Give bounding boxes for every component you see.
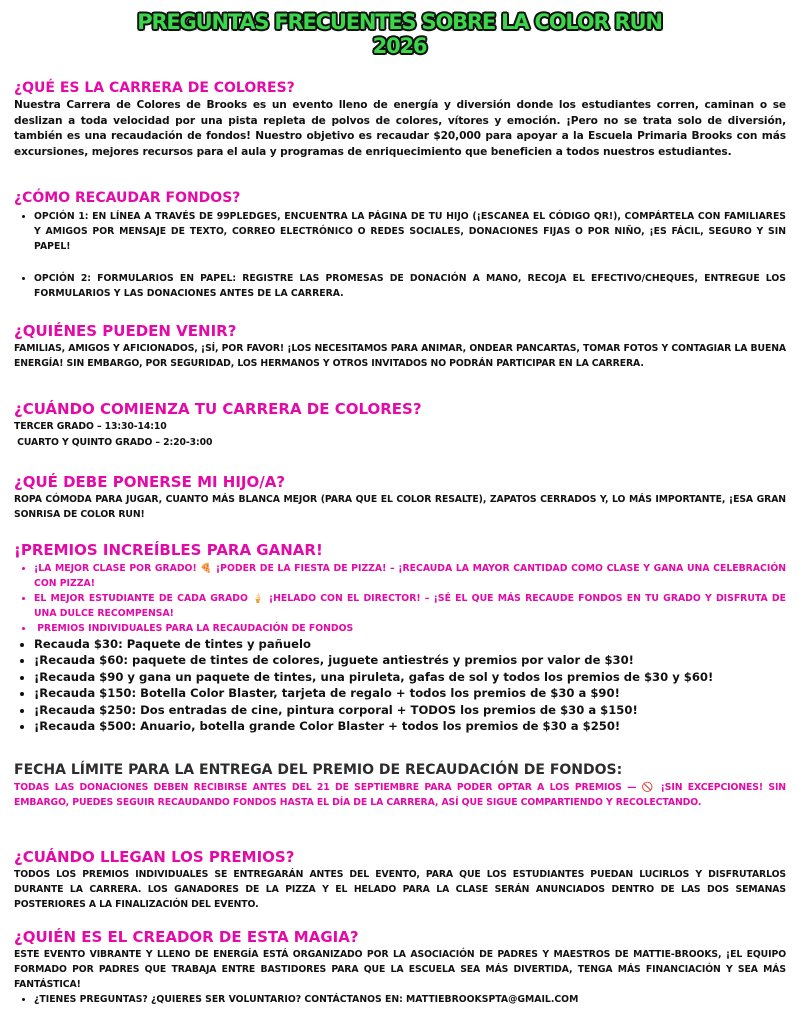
section-heading: ¿QUIÉNES PUEDEN VENIR? (14, 322, 237, 340)
options-list (14, 209, 786, 254)
section-what-is (14, 80, 786, 160)
schedule-line: CUARTO Y QUINTO GRADO – 2:20-3:00 (14, 437, 213, 448)
page-title (0, 10, 799, 58)
section-how-to-fundraise (14, 190, 786, 301)
section-body: TODAS LAS DONACIONES DEBEN RECIBIRSE ANTES DEL 21 DE SEPTIEMBRE PARA PODER OPTAR A LOS PREMIOS — 🚫 ¡SIN EXCEPCIONES! SIN EMBARGO, PUEDES SEGUIR RECAUDANDO FONDOS HASTA EL DÍA DE LA CARRERA, ASÍ QUE SIGUE COMPARTIENDO Y RECOLECTANDO. (14, 782, 786, 808)
section-who-can-come (14, 323, 786, 371)
section-deadline (14, 762, 786, 810)
section-when-prizes (14, 849, 786, 912)
section-what-to-wear (14, 474, 786, 522)
list-item: • EL MEJOR ESTUDIANTE DE CADA GRADO 🍦 ¡HELADO CON EL DIRECTOR! – ¡SÉ EL QUE MÁS RECAUDE FONDOS EN TU GRADO Y DISFRUTA DE UNA DULCE RECOMPENSA! (34, 591, 786, 621)
prize-item: • ¡Recauda $90 y gana un paquete de tintes, una piruleta, gafas de sol y todos los premios de $30 y $60! (34, 669, 786, 685)
section-heading: ¿CUÁNDO COMIENZA TU CARRERA DE COLORES? (14, 400, 422, 418)
contact-list (14, 992, 786, 1007)
list-item: • PREMIOS INDIVIDUALES PARA LA RECAUDACIÓN DE FONDOS (34, 621, 786, 636)
section-schedule (14, 401, 786, 450)
section-body: FAMILIAS, AMIGOS Y AFICIONADOS, ¡SÍ, POR FAVOR! ¡LOS NECESITAMOS PARA ANIMAR, ONDEAR PANCARTAS, TOMAR FOTOS Y CONTAGIAR LA BUENA ENERGÍA! SIN EMBARGO, POR SEGURIDAD, LOS HERMANOS Y OTROS INVITADOS NO PODRÁN PARTICIPAR EN LA CARRERA. (14, 343, 786, 369)
list-item: • OPCIÓN 1: EN LÍNEA A TRAVÉS DE 99PLEDGES, ENCUENTRA LA PÁGINA DE TU HIJO (¡ESCANEA EL CÓDIGO QR!), COMPÁRTELA CON FAMILIARES Y AMIGOS POR MENSAJE DE TEXTO, CORREO ELECTRÓNICO O REDES SOCIALES, DONACIONES FIJAS O POR NIÑO, ¡ES FÁCIL, SEGURO Y SIN PAPEL! (34, 209, 786, 254)
section-heading: ¿QUÉ DEBE PONERSE MI HIJO/A? (14, 473, 286, 491)
section-body: TODOS LOS PREMIOS INDIVIDUALES SE ENTREGARÁN ANTES DEL EVENTO, PARA QUE LOS ESTUDIANTES PUEDAN LUCIRLOS Y DISFRUTARLOS DURANTE LA CARRERA. LOS GANADORES DE LA PIZZA Y EL HELADO PARA LA CLASE SERÁN ANUNCIADOS DENTRO DE LAS DOS SEMANAS POSTERIORES A LA FINALIZACIÓN DEL EVENTO. (14, 869, 786, 910)
section-heading: ¿CUÁNDO LLEGAN LOS PREMIOS? (14, 848, 295, 866)
section-heading: ¿QUÉ ES LA CARRERA DE COLORES? (14, 80, 295, 96)
prizes-list (14, 561, 786, 734)
section-heading: ¿CÓMO RECAUDAR FONDOS? (14, 190, 241, 206)
section-prizes (14, 542, 786, 734)
title-line-2: 2026 (372, 34, 427, 58)
prize-item: • ¡Recauda $60: paquete de tintes de colores, juguete antiestrés y premios por valor de $30! (34, 652, 786, 668)
title-line-1: PREGUNTAS FRECUENTES SOBRE LA COLOR RUN (137, 10, 662, 34)
section-body: ESTE EVENTO VIBRANTE Y LLENO DE ENERGÍA ESTÁ ORGANIZADO POR LA ASOCIACIÓN DE PADRES Y MAESTROS DE MATTIE-BROOKS, ¡EL EQUIPO FORMADO POR PADRES QUE TRABAJA ENTRE BASTIDORES PARA QUE LA ESCUELA SEA MÁS DIVERTIDA, TENGA MÁS FINANCIACIÓN Y SEA MÁS FANTÁSTICA! (14, 949, 786, 990)
prize-item: • ¡Recauda $500: Anuario, botella grande Color Blaster + todos los premios de $30 a $250! (34, 718, 786, 734)
schedule-line: TERCER GRADO – 13:30-14:10 (14, 421, 167, 432)
options-list (14, 271, 786, 301)
section-body: Nuestra Carrera de Colores de Brooks es un evento lleno de energía y diversión donde los estudiantes corren, caminan o se deslizan a toda velocidad por una pista repleta de polvos de colores, vítores y emoción. ¡Pero no se trata solo de diversión, también es una recaudación de fondos! Nuestro objetivo es recaudar $20,000 para apoyar a la Escuela Primaria Brooks con más excursiones, mejores recursos para el aula y programas de enriquecimiento que beneficien a todos nuestros estudiantes. (14, 99, 786, 158)
section-body: ROPA CÓMODA PARA JUGAR, CUANTO MÁS BLANCA MEJOR (PARA QUE EL COLOR RESALTE), ZAPATOS CERRADOS Y, LO MÁS IMPORTANTE, ¡ESA GRAN SONRISA DE COLOR RUN! (14, 494, 786, 520)
section-heading: FECHA LÍMITE PARA LA ENTREGA DEL PREMIO DE RECAUDACIÓN DE FONDOS: (14, 762, 623, 778)
prize-item: • ¡Recauda $250: Dos entradas de cine, pintura corporal + TODOS los premios de $30 a $150! (34, 702, 786, 718)
prize-item: • ¡Recauda $150: Botella Color Blaster, tarjeta de regalo + todos los premios de $30 a $90! (34, 685, 786, 701)
contact-item: • ¿TIENES PREGUNTAS? ¿QUIERES SER VOLUNTARIO? CONTÁCTANOS EN: MATTIEBROOKSPTA@GMAIL.COM (34, 992, 786, 1007)
list-item: • ¡LA MEJOR CLASE POR GRADO! 🍕 ¡PODER DE LA FIESTA DE PIZZA! – ¡RECAUDA LA MAYOR CANTIDAD COMO CLASE Y GANA UNA CELEBRACIÓN CON PIZZA! (34, 561, 786, 591)
section-who-organizes (14, 929, 786, 1007)
list-item: • OPCIÓN 2: FORMULARIOS EN PAPEL: REGISTRE LAS PROMESAS DE DONACIÓN A MANO, RECOJA EL EFECTIVO/CHEQUES, ENTREGUE LOS FORMULARIOS Y LAS DONACIONES ANTES DE LA CARRERA. (34, 271, 786, 301)
section-heading: ¡PREMIOS INCREÍBLES PARA GANAR! (14, 541, 323, 559)
section-heading: ¿QUIÉN ES EL CREADOR DE ESTA MAGIA? (14, 928, 359, 946)
prize-item: • Recauda $30: Paquete de tintes y pañuelo (34, 636, 786, 652)
